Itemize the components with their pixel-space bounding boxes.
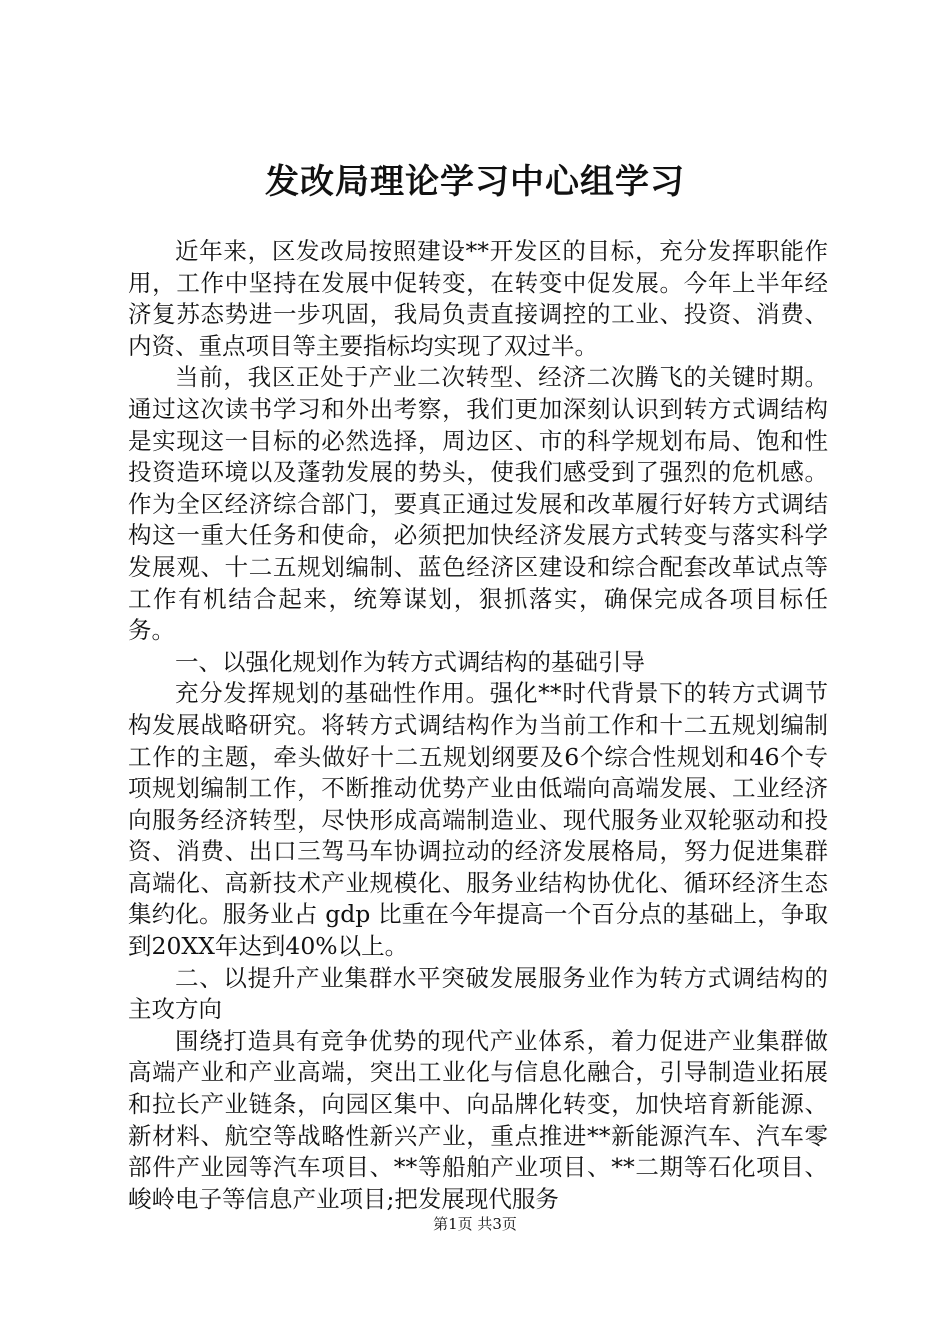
page-footer: 第1页 共3页 xyxy=(433,1215,517,1233)
paragraph: 充分发挥规划的基础性作用。强化**时代背景下的转方式调节构发展战略研究。将转方式调结构作为当前工作和十二五规划编制工作的主题，牵头做好十二五规划纲要及6个综合性规划和46个专项规划编制工作，不断推动优势产业由低端向高端发展、工业经济向服务经济转型，尽快形成高端制造业、现代服务业双轮驱动和投资、消费、出口三驾马车协调拉动的经济发展格局，努力促进集群高端化、高新技术产业规模化、服务业结构协优化、循环经济生态集约化。服务业占 gdp 比重在今年提高一个百分点的基础上，争取到20XX年达到40%以上。 xyxy=(128,679,828,961)
section-heading: 二、以提升产业集群水平突破发展服务业作为转方式调结构的主攻方向 xyxy=(128,963,828,1024)
document-body xyxy=(128,236,828,1215)
section-heading: 一、以强化规划作为转方式调结构的基础引导 xyxy=(175,647,645,676)
document-title: 发改局理论学习中心组学习 xyxy=(265,162,685,202)
paragraph: 近年来，区发改局按照建设**开发区的目标，充分发挥职能作用，工作中坚持在发展中促转变，在转变中促发展。今年上半年经济复苏态势进一步巩固，我局负责直接调控的工业、投资、消费、内资、重点项目等主要指标均实现了双过半。 xyxy=(128,237,828,360)
paragraph: 围绕打造具有竞争优势的现代产业体系，着力促进产业集群做高端产业和产业高端，突出工业化与信息化融合，引导制造业拓展和拉长产业链条，向园区集中、向品牌化转变，加快培育新能源、新材料、航空等战略性新兴产业，重点推进**新能源汽车、汽车零部件产业园等汽车项目、**等船舶产业项目、**二期等石化项目、峻岭电子等信息产业项目;把发展现代服务 xyxy=(128,1026,828,1213)
paragraph: 当前，我区正处于产业二次转型、经济二次腾飞的关键时期。通过这次读书学习和外出考察，我们更加深刻认识到转方式调结构是实现这一目标的必然选择，周边区、市的科学规划布局、饱和性投资造环境以及蓬勃发展的势头，使我们感受到了强烈的危机感。作为全区经济综合部门，要真正通过发展和改革履行好转方式调结构这一重大任务和使命，必须把加快经济发展方式转变与落实科学发展观、十二五规划编制、蓝色经济区建设和综合配套改革试点等工作有机结合起来，统筹谋划，狠抓落实，确保完成各项目标任务。 xyxy=(128,363,828,645)
